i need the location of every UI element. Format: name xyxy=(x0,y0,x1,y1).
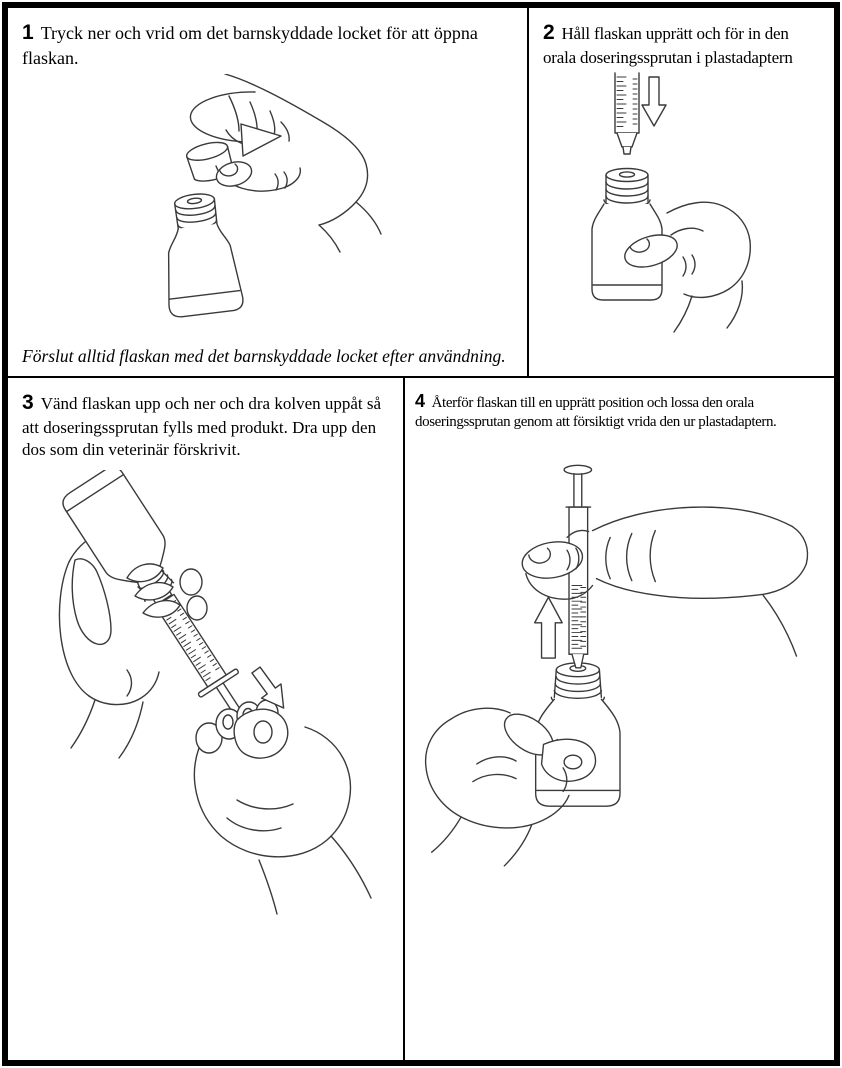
step-4-number: 4 xyxy=(415,391,425,411)
oral-syringe xyxy=(615,73,639,154)
step-3-panel xyxy=(8,378,405,1060)
step-4-panel xyxy=(405,378,834,1060)
step-1-instruction xyxy=(22,20,513,70)
fist-pulling-plunger xyxy=(194,700,371,914)
down-arrow-icon xyxy=(642,77,666,126)
illustration-fill-syringe xyxy=(31,470,381,920)
fingers-gripping-neck xyxy=(127,564,207,620)
bottle xyxy=(592,168,662,300)
illustration-remove-syringe xyxy=(418,440,822,882)
step-2-instruction xyxy=(543,20,820,69)
step-1-number: 1 xyxy=(22,21,34,44)
step-2-number: 2 xyxy=(543,21,555,44)
step-1-panel xyxy=(8,8,529,378)
illustration-open-cap xyxy=(129,74,459,324)
step-3-number: 3 xyxy=(22,391,34,414)
step-3-text: Vänd flaskan upp och ner och dra kolven uppåt så att doseringssprutan fylls med produkt. Dra upp den dos som din veterinär förskrivit. xyxy=(22,394,382,459)
step-1-text: Tryck ner och vrid om det barnskyddade locket för att öppna flaskan. xyxy=(22,23,478,68)
step-3-instruction xyxy=(22,390,389,460)
hand-gripping-syringe xyxy=(519,507,807,656)
step-4-text: Återför flaskan till en upprätt position och lossa den orala doseringssprutan genom att försiktigt vrida den ur plastadaptern. xyxy=(415,395,777,431)
bottle xyxy=(155,190,243,318)
bottle xyxy=(535,655,619,807)
step-1-note: Förslut alltid flaskan med det barnskyddade locket efter användning. xyxy=(22,346,506,367)
step-4-instruction xyxy=(415,390,824,432)
step-2-text: Håll flaskan upprätt och för in den orala doseringssprutan i plastadaptern xyxy=(543,24,793,67)
illustration-insert-syringe xyxy=(543,71,823,371)
up-arrow-icon xyxy=(534,598,561,659)
table-frame xyxy=(2,2,840,1066)
step-2-panel xyxy=(529,8,834,378)
hand-holding-cap xyxy=(225,74,381,252)
